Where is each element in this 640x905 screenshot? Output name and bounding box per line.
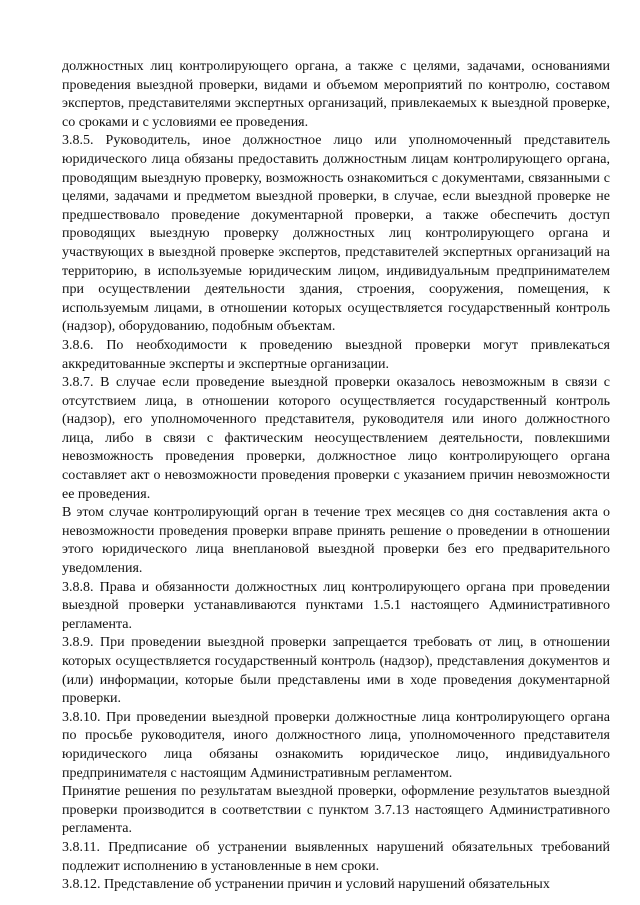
paragraph-3-8-10: 3.8.10. При проведении выездной проверки должностные лица контролирующего органа по просьбе руководителя, иного должностного лица, уполномоченного представителя юридического лица обязаны ознакомить юридическое лицо, индивидуального предпринимателя с настоящим Административным регламентом. <box>62 709 610 781</box>
paragraph-3-8-10-continuation: Принятие решения по результатам выездной проверки, оформление результатов выездной проверки производится в соответствии с пунктом 3.7.13 настоящего Административного регламента. <box>62 784 610 837</box>
paragraph-intro-continuation: должностных лиц контролирующего органа, а также с целями, задачами, основаниями проведения выездной проверки, видами и объемом мероприятий по контролю, составом экспертов, представителями экспертных организаций, привлекаемых к выездной проверке, со сроками и с условиями ее проведения. <box>62 59 610 130</box>
document-body <box>62 58 610 895</box>
paragraph-3-8-7: 3.8.7. В случае если проведение выездной проверки оказалось невозможным в связи с отсутствием лица, в отношении которого осуществляется государственный контроль (надзор), его уполномоченного представителя, руководителя или иного должностного лица, либо в связи с фактическим неосуществлением деятельности, повлекшими невозможность проведения проверки, должностное лицо контролирующего органа составляет акт о невозможности проведения проверки с указанием причин невозможности ее проведения. <box>62 375 610 502</box>
paragraph-3-8-5: 3.8.5. Руководитель, иное должностное лицо или уполномоченный представитель юридического лица обязаны предоставить должностным лицам контролирующего органа, проводящим выездную проверку, возможность ознакомиться с документами, связанными с целями, задачами и предметом выездной проверки, в случае, если выездной проверке не предшествовало проведение документарной проверки, а также обеспечить доступ проводящих выездную проверку должностных лиц контролирующего органа и участвующих в выездной проверке экспертов, представителей экспертных организаций на территорию, в используемые юридическим лицом, индивидуальным предпринимателем при осуществлении деятельности здания, строения, сооружения, помещения, к используемым лицами, в отношении которых осуществляется государственный контроль (надзор), оборудованию, подобным объектам. <box>62 133 610 335</box>
paragraph-3-8-6: 3.8.6. По необходимости к проведению выездной проверки могут привлекаться аккредитованные эксперты и экспертные организации. <box>62 337 610 372</box>
paragraph-3-8-7-continuation: В этом случае контролирующий орган в течение трех месяцев со дня составления акта о невозможности проведения проверки вправе принять решение о проведении в отношении этого юридического лица внеплановой выездной проверки без его предварительного уведомления. <box>62 505 610 577</box>
paragraph-3-8-9: 3.8.9. При проведении выездной проверки запрещается требовать от лиц, в отношении которых осуществляется государственный контроль (надзор), представления документов и (или) информации, которые были представлены ими в ходе проведения документарной проверки. <box>62 635 610 707</box>
paragraph-3-8-12: 3.8.12. Представление об устранении причин и условий нарушений обязательных <box>62 877 550 893</box>
paragraph-3-8-8: 3.8.8. Права и обязанности должностных лиц контролирующего органа при проведении выездной проверки устанавливаются пунктами 1.5.1 настоящего Административного регламента. <box>62 579 610 632</box>
paragraph-3-8-11: 3.8.11. Предписание об устранении выявленных нарушений обязательных требований подлежит исполнению в установленные в нем сроки. <box>62 839 610 874</box>
